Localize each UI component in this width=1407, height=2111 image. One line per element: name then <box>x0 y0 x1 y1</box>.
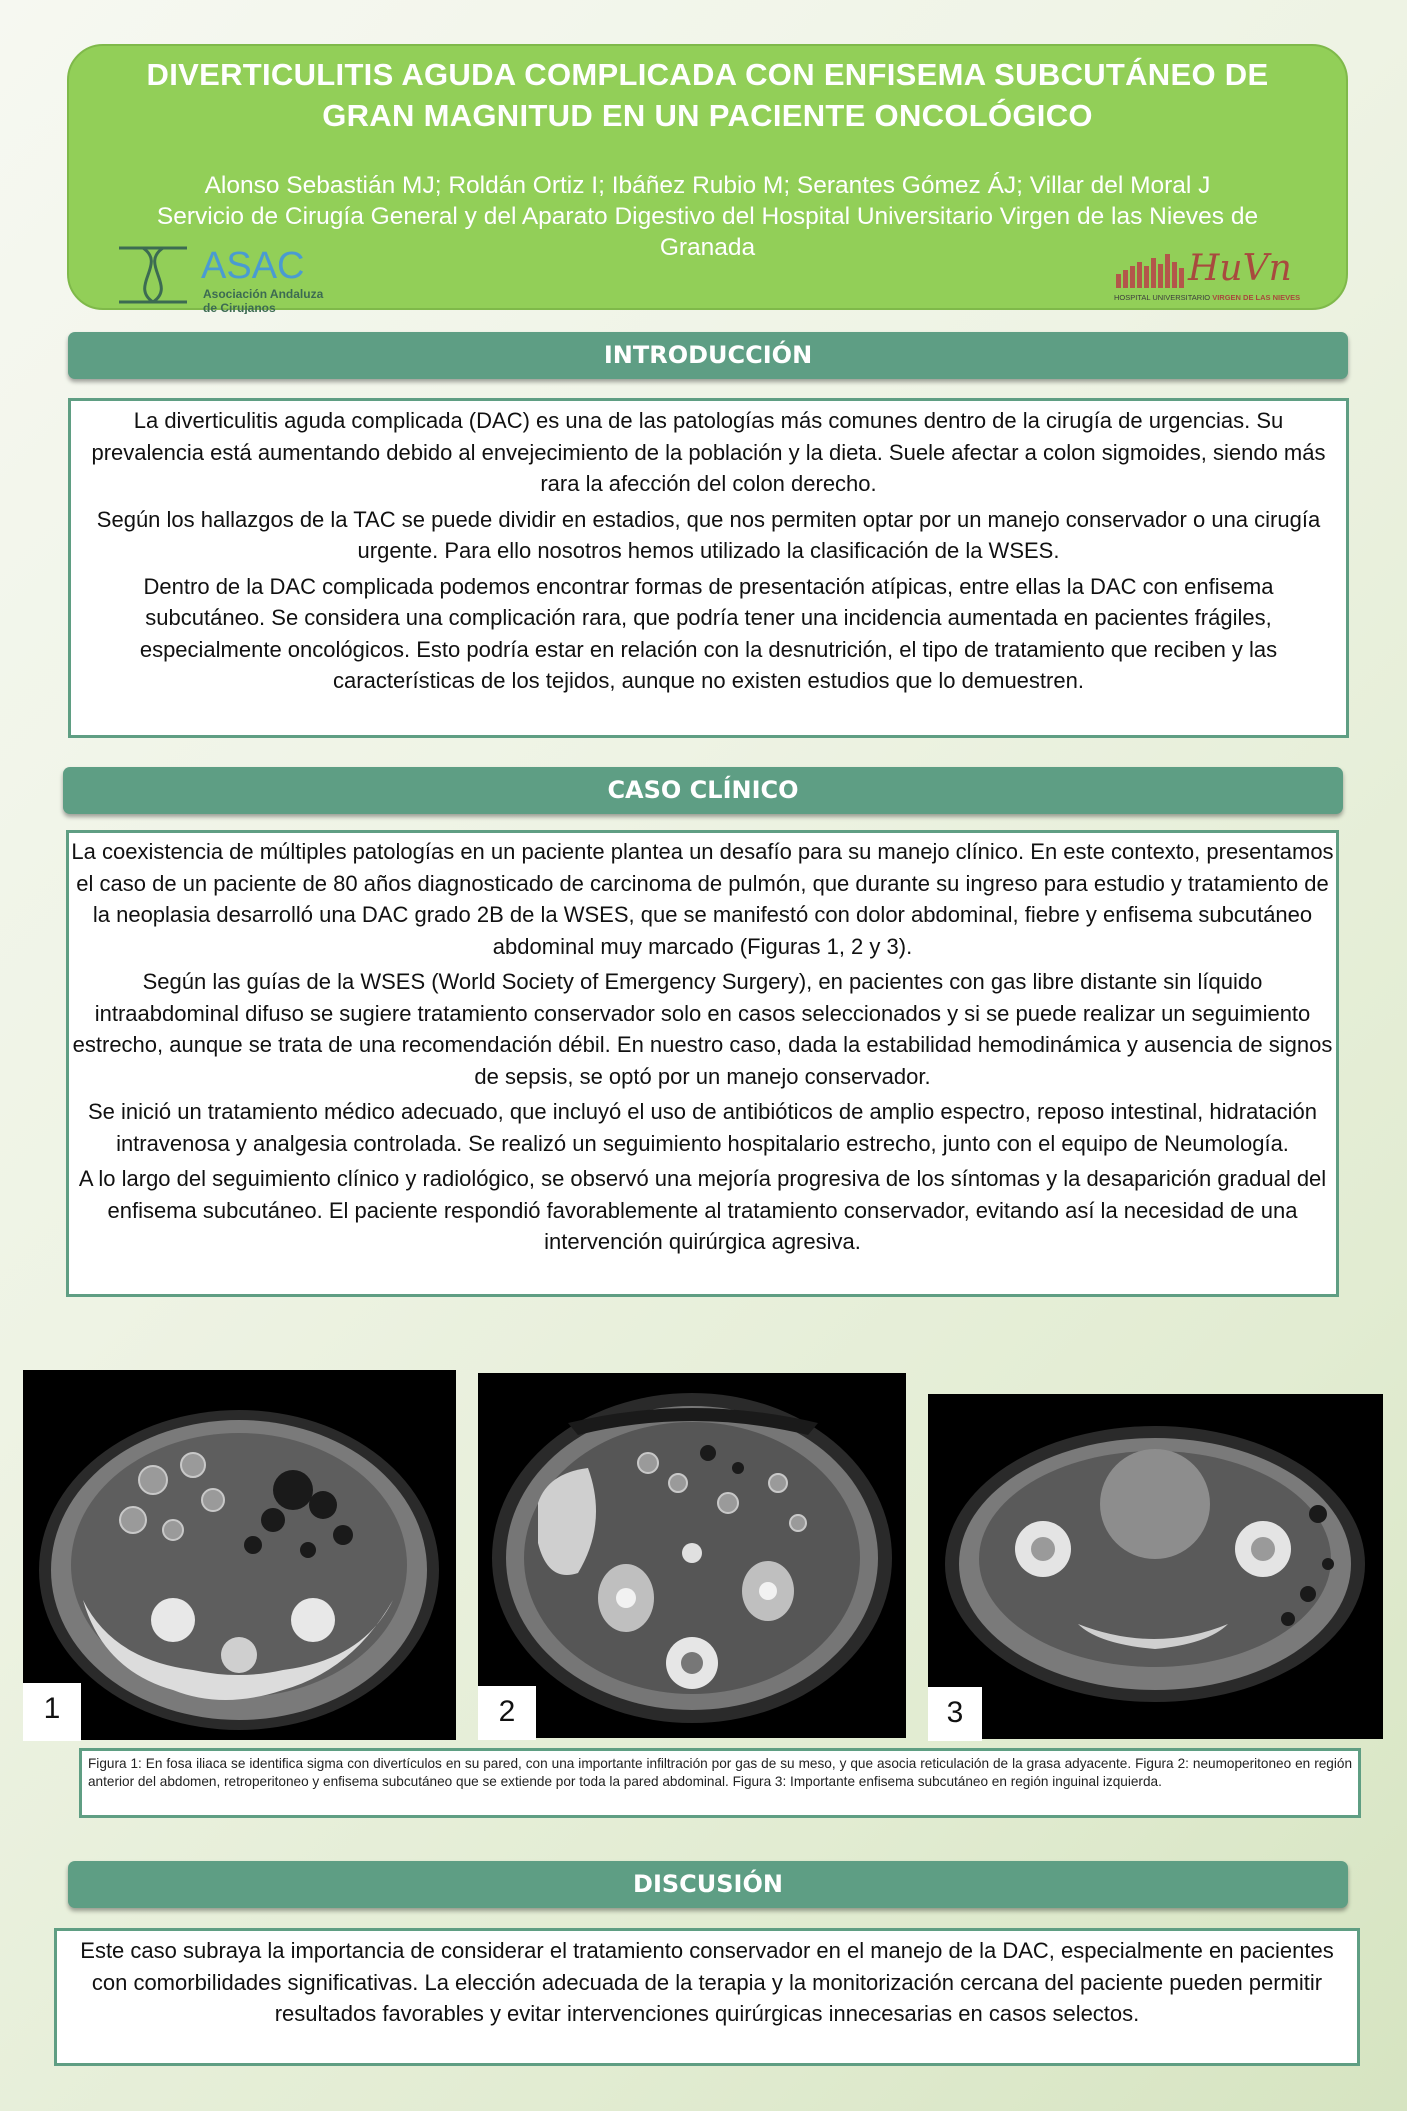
case-paragraph-1: La coexistencia de múltiples patologías en un paciente plantea un desafío para su manejo clínico. En este contexto, presentamos el caso de un paciente de 80 años diagnosticado de carcinoma de pulmón, que durante su ingreso para estudio y tratamiento de la neoplasia desarrolló una DAC grado 2B de la WSES, que se manifestó con dolor abdominal, fiebre y enfisema subcutáneo abdominal muy marcado (Figuras 1, 2 y 3). <box>71 839 1334 959</box>
discussion-paragraph: Este caso subraya la importancia de considerar el tratamiento conservador en el manejo de la DAC, especialmente en pacientes con comorbilidades significativas. La elección adecuada de la terapia y la monitorización cercana del paciente pueden permitir resultados favorables y evitar intervenciones quirúrgicas innecesarias en casos selectos. <box>80 1938 1334 2026</box>
case-heading: CASO CLÍNICO <box>607 776 799 804</box>
affiliation-line-1: Servicio de Cirugía General y del Aparato Digestivo del Hospital Universitario Virgen de las Nieves de <box>156 203 1259 230</box>
discussion-box <box>54 1928 1360 2066</box>
poster-header <box>67 44 1348 314</box>
huvn-text-b: VIRGEN DE LAS NIEVES <box>1212 293 1301 302</box>
intro-paragraph-1: La diverticulitis aguda complicada (DAC) es una de las patologías más comunes dentro de la cirugía de urgencias. Su prevalencia está aumentando debido al envejecimiento de la población y la dieta. Suele afectar a colon sigmoides, siendo más rara la afección del colon derecho. <box>91 408 1326 496</box>
svg-text:HOSPITAL UNIVERSITARIO VIRGEN <box>1114 293 1300 302</box>
ct-figure-3 <box>928 1394 1383 1739</box>
intro-heading-bar <box>68 332 1348 379</box>
figure-number-1: 1 <box>23 1683 81 1741</box>
case-paragraph-4: A lo largo del seguimiento clínico y radiológico, se observó una mejoría progresiva de los síntomas y la desaparición gradual del enfisema subcutáneo. El paciente respondió favorablemente al tratamiento conservador, evitando así la necesidad de una intervención quirúrgica agresiva. <box>78 1166 1327 1254</box>
poster-title <box>99 54 1316 136</box>
huvn-text-a: HOSPITAL UNIVERSITARIO <box>1114 293 1213 302</box>
authors: Alonso Sebastián MJ; Roldán Ortiz I; Ibáñez Rubio M; Serantes Gómez ÁJ; Villar del Moral J <box>204 172 1211 199</box>
ct-figure-1 <box>23 1370 456 1740</box>
intro-box <box>68 398 1349 738</box>
case-heading-bar <box>63 767 1343 814</box>
affiliation-line-2: Granada <box>659 234 756 261</box>
title-line-2: GRAN MAGNITUD EN UN PACIENTE ONCOLÓGICO <box>322 98 1093 133</box>
figure-number-2: 2 <box>478 1686 536 1740</box>
huvn-logo <box>1112 236 1312 306</box>
huvn-acronym: HuVn <box>1188 248 1292 289</box>
ct-figure-2 <box>478 1373 906 1738</box>
discussion-heading-bar <box>68 1861 1348 1908</box>
intro-paragraph-2: Según los hallazgos de la TAC se puede dividir en estadios, que nos permiten optar por un manejo conservador o una cirugía urgente. Para ello nosotros hemos utilizado la clasificación de la WSES. <box>96 506 1321 563</box>
case-paragraph-3: Se inició un tratamiento médico adecuado, que incluyó el uso de antibióticos de amplio espectro, reposo intestinal, hidratación intravenosa y analgesia controlada. Se realizó un seguimiento hospitalario estrecho, junto con el equipo de Neumología. <box>87 1099 1318 1156</box>
figure-number-3: 3 <box>928 1687 982 1741</box>
intro-heading: INTRODUCCIÓN <box>603 341 813 369</box>
asac-line-2: de Cirujanos <box>203 301 276 314</box>
case-box <box>66 830 1339 1297</box>
asac-acronym: ASAC <box>201 245 305 287</box>
asac-logo <box>109 236 359 314</box>
asac-line-1: Asociación Andaluza <box>203 287 324 301</box>
figures-caption: Figura 1: En fosa iliaca se identifica sigma con divertículos en su pared, con una importante infiltración por gas de su meso, y que asocia reticulación de la grasa adyacente. Figura 2: neumoperitoneo en región anterior del abdomen, retroperitoneo y enfisema subcutáneo que se extiende por toda la pared abdominal. Figura 3: Importante enfisema subcutáneo en región inguinal izquierda. <box>79 1748 1361 1818</box>
title-line-1: DIVERTICULITIS AGUDA COMPLICADA CON ENFISEMA SUBCUTÁNEO DE <box>146 57 1269 92</box>
case-paragraph-2: Según las guías de la WSES (World Society of Emergency Surgery), en pacientes con gas libre distante sin líquido intraabdominal difuso se sugiere tratamiento conservador solo en casos seleccionados y si se puede realizar un seguimiento estrecho, aunque se trata de una recomendación débil. En nuestro caso, dada la estabilidad hemodinámica y ausencia de signos de sepsis, se optó por un manejo conservador. <box>72 969 1333 1089</box>
discussion-heading: DISCUSIÓN <box>633 1870 783 1898</box>
intro-paragraph-3: Dentro de la DAC complicada podemos encontrar formas de presentación atípicas, entre ellas la DAC con enfisema subcutáneo. Se considera una complicación rara, que podría tener una incidencia aumentada en pacientes frágiles, especialmente oncológicos. Esto podría estar en relación con la desnutrición, el tipo de tratamiento que reciben y las características de los tejidos, aunque no existen estudios que lo demuestren. <box>139 573 1278 693</box>
